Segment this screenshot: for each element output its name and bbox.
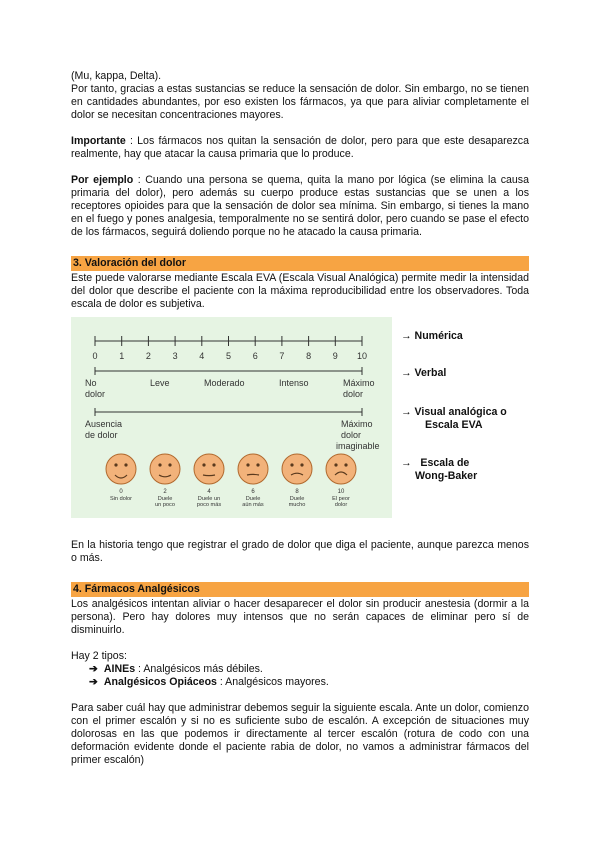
- eva-left-1: Ausencia: [85, 419, 123, 429]
- face-eye: [246, 463, 249, 466]
- face-mouth: [203, 475, 215, 476]
- importante-text: : Los fármacos nos quitan la sensación de dolor, pero para que este desaparezca realmente, hay que atacar la causa primaria que lo produce.: [71, 135, 529, 160]
- face-6: [238, 454, 268, 508]
- face-eye: [212, 463, 215, 466]
- face-eye: [334, 463, 337, 466]
- document-page: [71, 70, 529, 767]
- numeric-tick-label: 3: [172, 351, 178, 361]
- arrow-icon: ➔: [89, 663, 98, 675]
- face-number: 8: [295, 489, 299, 495]
- face-eye: [290, 463, 293, 466]
- ejemplo-text: : Cuando una persona se quema, quita la mano por lógica (se elimina la causa primaria del dolor), pero además su cuerpo produce estas sustancias que se unen a los receptores opioides para que la sensación de dolor sea mínima. Sin embargo, si tienes la mano en el fuego y pones analgesia, temporalmente no se sentirá dolor, pero cuando se pase el efecto de los fármacos, seguirá doliendo porque no he atacado la causa primaria.: [71, 174, 530, 238]
- face-caption-1: Duele: [289, 496, 305, 502]
- verbal-leve: Leve: [150, 378, 170, 388]
- face-number: 4: [207, 489, 211, 495]
- importante-label: Importante: [71, 135, 126, 147]
- pain-scales-panel: [71, 317, 392, 518]
- numeric-scale-ticks: [92, 336, 367, 361]
- section-3-text: Este puede valorarse mediante Escala EVA (Escala Visual Analógica) permite medir la intensidad del dolor que describe el paciente con la máxima reproducibilidad entre los observadores. Toda escala de dolor es subjetiva.: [71, 272, 529, 310]
- label-verbal: → Verbal: [401, 367, 447, 379]
- verbal-maximo-2: dolor: [343, 389, 364, 399]
- section-4-heading: 4. Fármacos Analgésicos: [71, 582, 529, 597]
- intro-line: (Mu, kappa, Delta).: [71, 70, 162, 82]
- tipo-text: : Analgésicos mayores.: [216, 676, 329, 688]
- tipo-label: AINEs: [103, 663, 136, 675]
- eva-right-1: Máximo: [341, 419, 373, 429]
- numeric-tick-label: 1: [119, 351, 125, 361]
- verbal-no-dolor-1: No: [85, 378, 97, 388]
- face-circle: [282, 454, 312, 484]
- after-figure-text: En la historia tengo que registrar el grado de dolor que diga el paciente, aunque parezca menos o más.: [71, 539, 529, 564]
- face-caption-1: Duele: [245, 496, 261, 502]
- wong-baker-faces: [106, 454, 356, 508]
- face-mouth: [247, 474, 259, 475]
- numeric-tick-label: 7: [279, 351, 285, 361]
- face-caption-2: mucho: [288, 502, 306, 508]
- face-caption-1: Duele un: [197, 496, 221, 502]
- tipo-item-opiaceos: [89, 676, 529, 689]
- label-numerica: → Numérica: [401, 330, 463, 342]
- verbal-no-dolor-2: dolor: [85, 389, 106, 399]
- verbal-moderado: Moderado: [204, 378, 245, 388]
- face-number: 6: [251, 489, 255, 495]
- face-eye: [202, 463, 205, 466]
- face-eye: [344, 463, 347, 466]
- arrow-icon: ➔: [89, 676, 98, 688]
- label-wong-1: → Escala de: [401, 457, 470, 469]
- face-caption-2: aún más: [242, 502, 264, 508]
- numeric-tick-label: 9: [332, 351, 338, 361]
- eva-right-2: dolor: [341, 430, 362, 440]
- pain-scales-svg: [71, 317, 392, 518]
- face-circle: [238, 454, 268, 484]
- face-eye: [300, 463, 303, 466]
- eva-right-3: imaginable: [336, 441, 380, 451]
- label-wong-2: Wong-Baker: [415, 470, 478, 482]
- face-caption-2: un poco: [155, 502, 175, 508]
- face-2: [150, 454, 180, 508]
- section-4-text: Los analgésicos intentan aliviar o hacer desaparecer el dolor sin producir anestesia (dormir a la persona). Pero hay dolores muy intensos que no serán capaces de eliminar pero sí de disminuirlo.: [71, 598, 529, 636]
- tipo-text: : Analgésicos más débiles.: [135, 663, 263, 675]
- verbal-maximo-1: Máximo: [343, 378, 375, 388]
- face-caption-2: poco más: [196, 502, 222, 508]
- numeric-tick-label: 2: [145, 351, 151, 361]
- ejemplo-label: Por ejemplo: [71, 174, 134, 186]
- face-4: [194, 454, 224, 508]
- final-paragraph: Para saber cuál hay que administrar debemos seguir la siguiente escala. Ante un dolor, comienzo con el primer escalón y si no es suficiente subo de escalón. A excepción de situaciones muy dolorosas en las que podemos ir directamente al tercer escalón (rotura de codo con una deformación evidente donde el paciente rabia de dolor, no vamos a administrar fármacos del primer escalón): [71, 702, 529, 766]
- face-0: [106, 454, 136, 502]
- face-eye: [158, 463, 161, 466]
- tipo-label: Analgésicos Opiáceos: [103, 676, 217, 688]
- ejemplo-paragraph: [71, 174, 529, 239]
- numeric-tick-label: 4: [199, 351, 205, 361]
- numeric-tick-label: 5: [225, 351, 232, 361]
- face-eye: [114, 463, 117, 466]
- face-caption-1: Duele: [157, 496, 173, 502]
- face-circle: [106, 454, 136, 484]
- importante-paragraph: [71, 135, 529, 161]
- face-caption-1: El peor: [332, 496, 350, 502]
- face-8: [282, 454, 312, 508]
- face-eye: [124, 463, 127, 466]
- tipos-list: [71, 663, 529, 689]
- face-caption-2: dolor: [334, 502, 348, 508]
- face-10: [326, 454, 356, 508]
- face-eye: [168, 463, 171, 466]
- label-eva-2: Escala EVA: [425, 419, 483, 431]
- label-eva-1: → Visual analógica o: [401, 406, 507, 418]
- face-circle: [194, 454, 224, 484]
- face-eye: [256, 463, 259, 466]
- numeric-tick-label: 0: [92, 351, 98, 361]
- numeric-tick-label: 8: [306, 351, 312, 361]
- face-caption-1: Sin dolor: [109, 496, 133, 502]
- numeric-tick-label: 10: [356, 351, 368, 361]
- face-circle: [326, 454, 356, 484]
- eva-left-2: de dolor: [85, 430, 118, 440]
- pain-scales-figure: [71, 317, 529, 533]
- face-circle: [150, 454, 180, 484]
- numeric-tick-label: 6: [252, 351, 258, 361]
- face-number: 0: [119, 489, 123, 495]
- tipos-intro: Hay 2 tipos:: [71, 650, 127, 662]
- section-3-heading: 3. Valoración del dolor: [71, 256, 529, 271]
- intro-paragraph: Por tanto, gracias a estas sustancias se reduce la sensación de dolor. Sin embargo, no se tienen en cantidades abundantes, por eso existen los fármacos, ya que para aliviar completamente el dolor se necesitan concentraciones mayores.: [71, 83, 529, 121]
- verbal-intenso: Intenso: [279, 378, 309, 388]
- face-number: 10: [337, 489, 345, 495]
- face-number: 2: [163, 489, 167, 495]
- tipo-item-aines: [89, 663, 529, 676]
